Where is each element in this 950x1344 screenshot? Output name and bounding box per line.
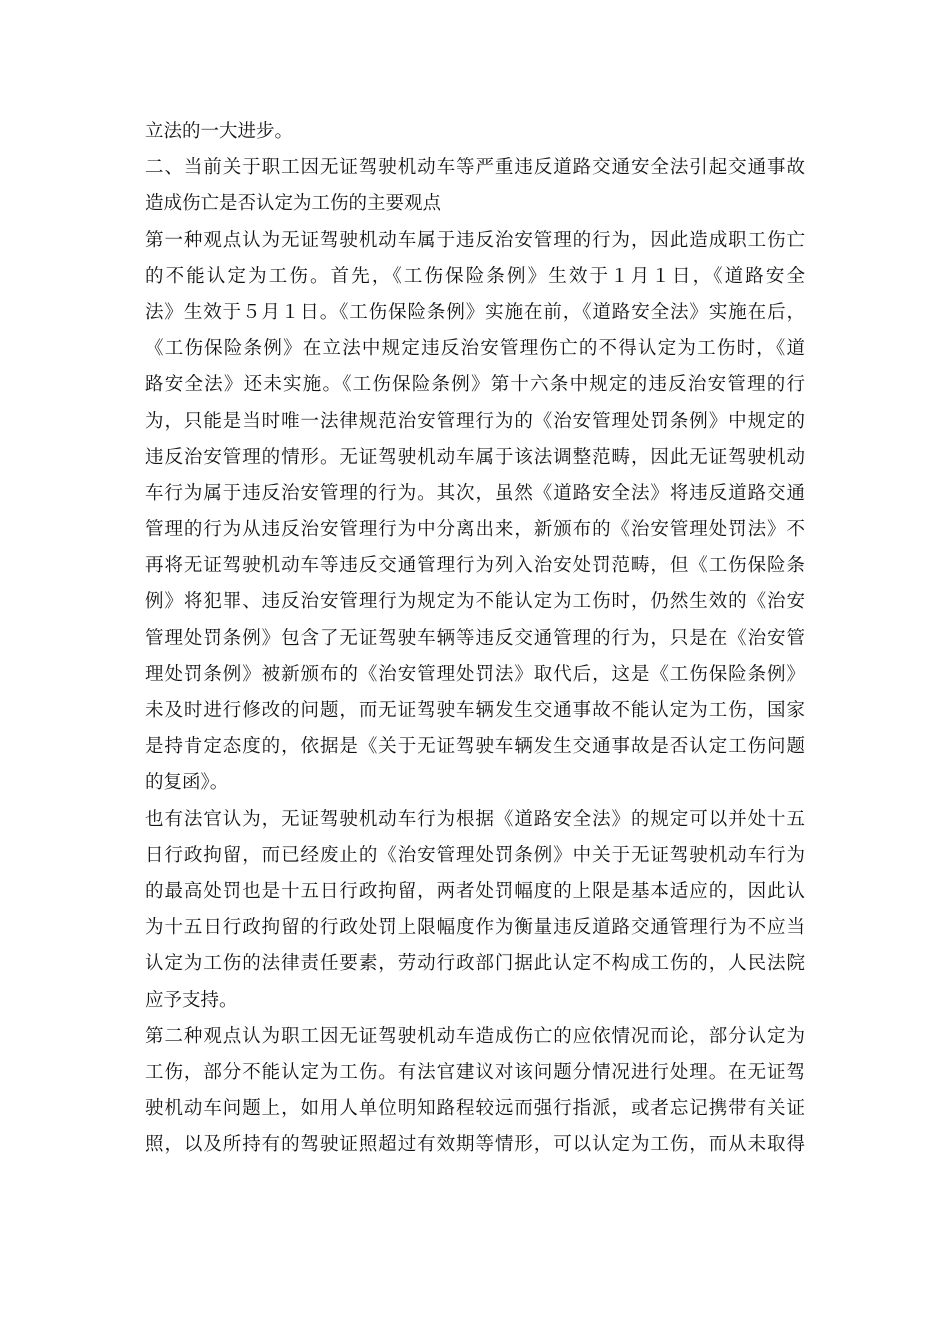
- text-line: 日行政拘留，而已经废止的《治安管理处罚条例》中关于无证驾驶机动车行为: [145, 844, 805, 866]
- text-line: 认定为工伤的法律责任要素，劳动行政部门据此认定不构成工伤的，人民法院: [145, 953, 805, 975]
- text-line: 第二种观点认为职工因无证驾驶机动车造成伤亡的应依情况而论，部分认定为: [145, 1025, 805, 1047]
- document-body: [145, 114, 805, 1163]
- text-line: 《工伤保险条例》在立法中规定违反治安管理伤亡的不得认定为工伤时，《道: [145, 338, 805, 360]
- text-line: 是持肯定态度的，依据是《关于无证驾驶车辆发生交通事故是否认定工伤问题: [145, 736, 805, 758]
- text-line: 第一种观点认为无证驾驶机动车属于违反治安管理的行为，因此造成职工伤亡: [145, 229, 805, 251]
- text-line: 应予支持。: [145, 989, 238, 1011]
- text-line: 理处罚条例》被新颁布的《治安管理处罚法》取代后，这是《工伤保险条例》: [145, 663, 805, 685]
- text-line: 再将无证驾驶机动车等违反交通管理行为列入治安处罚范畴，但《工伤保险条: [145, 555, 805, 577]
- text-line: 二、当前关于职工因无证驾驶机动车等严重违反道路交通安全法引起交通事故: [145, 157, 805, 179]
- text-line: 未及时进行修改的问题，而无证驾驶车辆发生交通事故不能认定为工伤，国家: [145, 700, 805, 721]
- text-line: 工伤，部分不能认定为工伤。有法官建议对该问题分情况进行处理。在无证驾: [145, 1061, 805, 1083]
- text-line: 造成伤亡是否认定为工伤的主要观点: [145, 193, 442, 215]
- text-line: 为，只能是当时唯一法律规范治安管理行为的《治安管理处罚条例》中规定的: [145, 410, 805, 432]
- text-line: 的最高处罚也是十五日行政拘留，两者处罚幅度的上限是基本适应的，因此认: [145, 880, 805, 902]
- text-line: 也有法官认为，无证驾驶机动车行为根据《道路安全法》的规定可以并处十五: [145, 808, 805, 830]
- text-line: 例》将犯罪、违反治安管理行为规定为不能认定为工伤时，仍然生效的《治安: [145, 591, 805, 613]
- text-line: 的复函》。: [145, 772, 229, 794]
- text-line: 立法的一大进步。: [145, 121, 294, 142]
- text-line: 的不能认定为工伤。首先，《工伤保险条例》生效于１月１日，《道路安全: [145, 265, 805, 287]
- text-line: 管理的行为从违反治安管理行为中分离出来，新颁布的《治安管理处罚法》不: [145, 519, 805, 541]
- text-line: 违反治安管理的情形。无证驾驶机动车属于该法调整范畴，因此无证驾驶机动: [145, 446, 805, 468]
- text-line: 驶机动车问题上，如用人单位明知路程较远而强行指派，或者忘记携带有关证: [145, 1098, 805, 1120]
- text-line: 管理处罚条例》包含了无证驾驶车辆等违反交通管理的行为，只是在《治安管: [145, 627, 805, 649]
- text-line: 车行为属于违反治安管理的行为。其次，虽然《道路安全法》将违反道路交通: [145, 482, 805, 504]
- text-line: 路安全法》还未实施。《工伤保险条例》第十六条中规定的违反治安管理的行: [145, 374, 805, 396]
- text-line: 照，以及所持有的驾驶证照超过有效期等情形，可以认定为工伤，而从未取得: [145, 1134, 805, 1156]
- text-line: 为十五日行政拘留的行政处罚上限幅度作为衡量违反道路交通管理行为不应当: [145, 917, 805, 939]
- text-line: 法》生效于５月１日。《工伤保险条例》实施在前，《道路安全法》实施在后，: [145, 301, 805, 323]
